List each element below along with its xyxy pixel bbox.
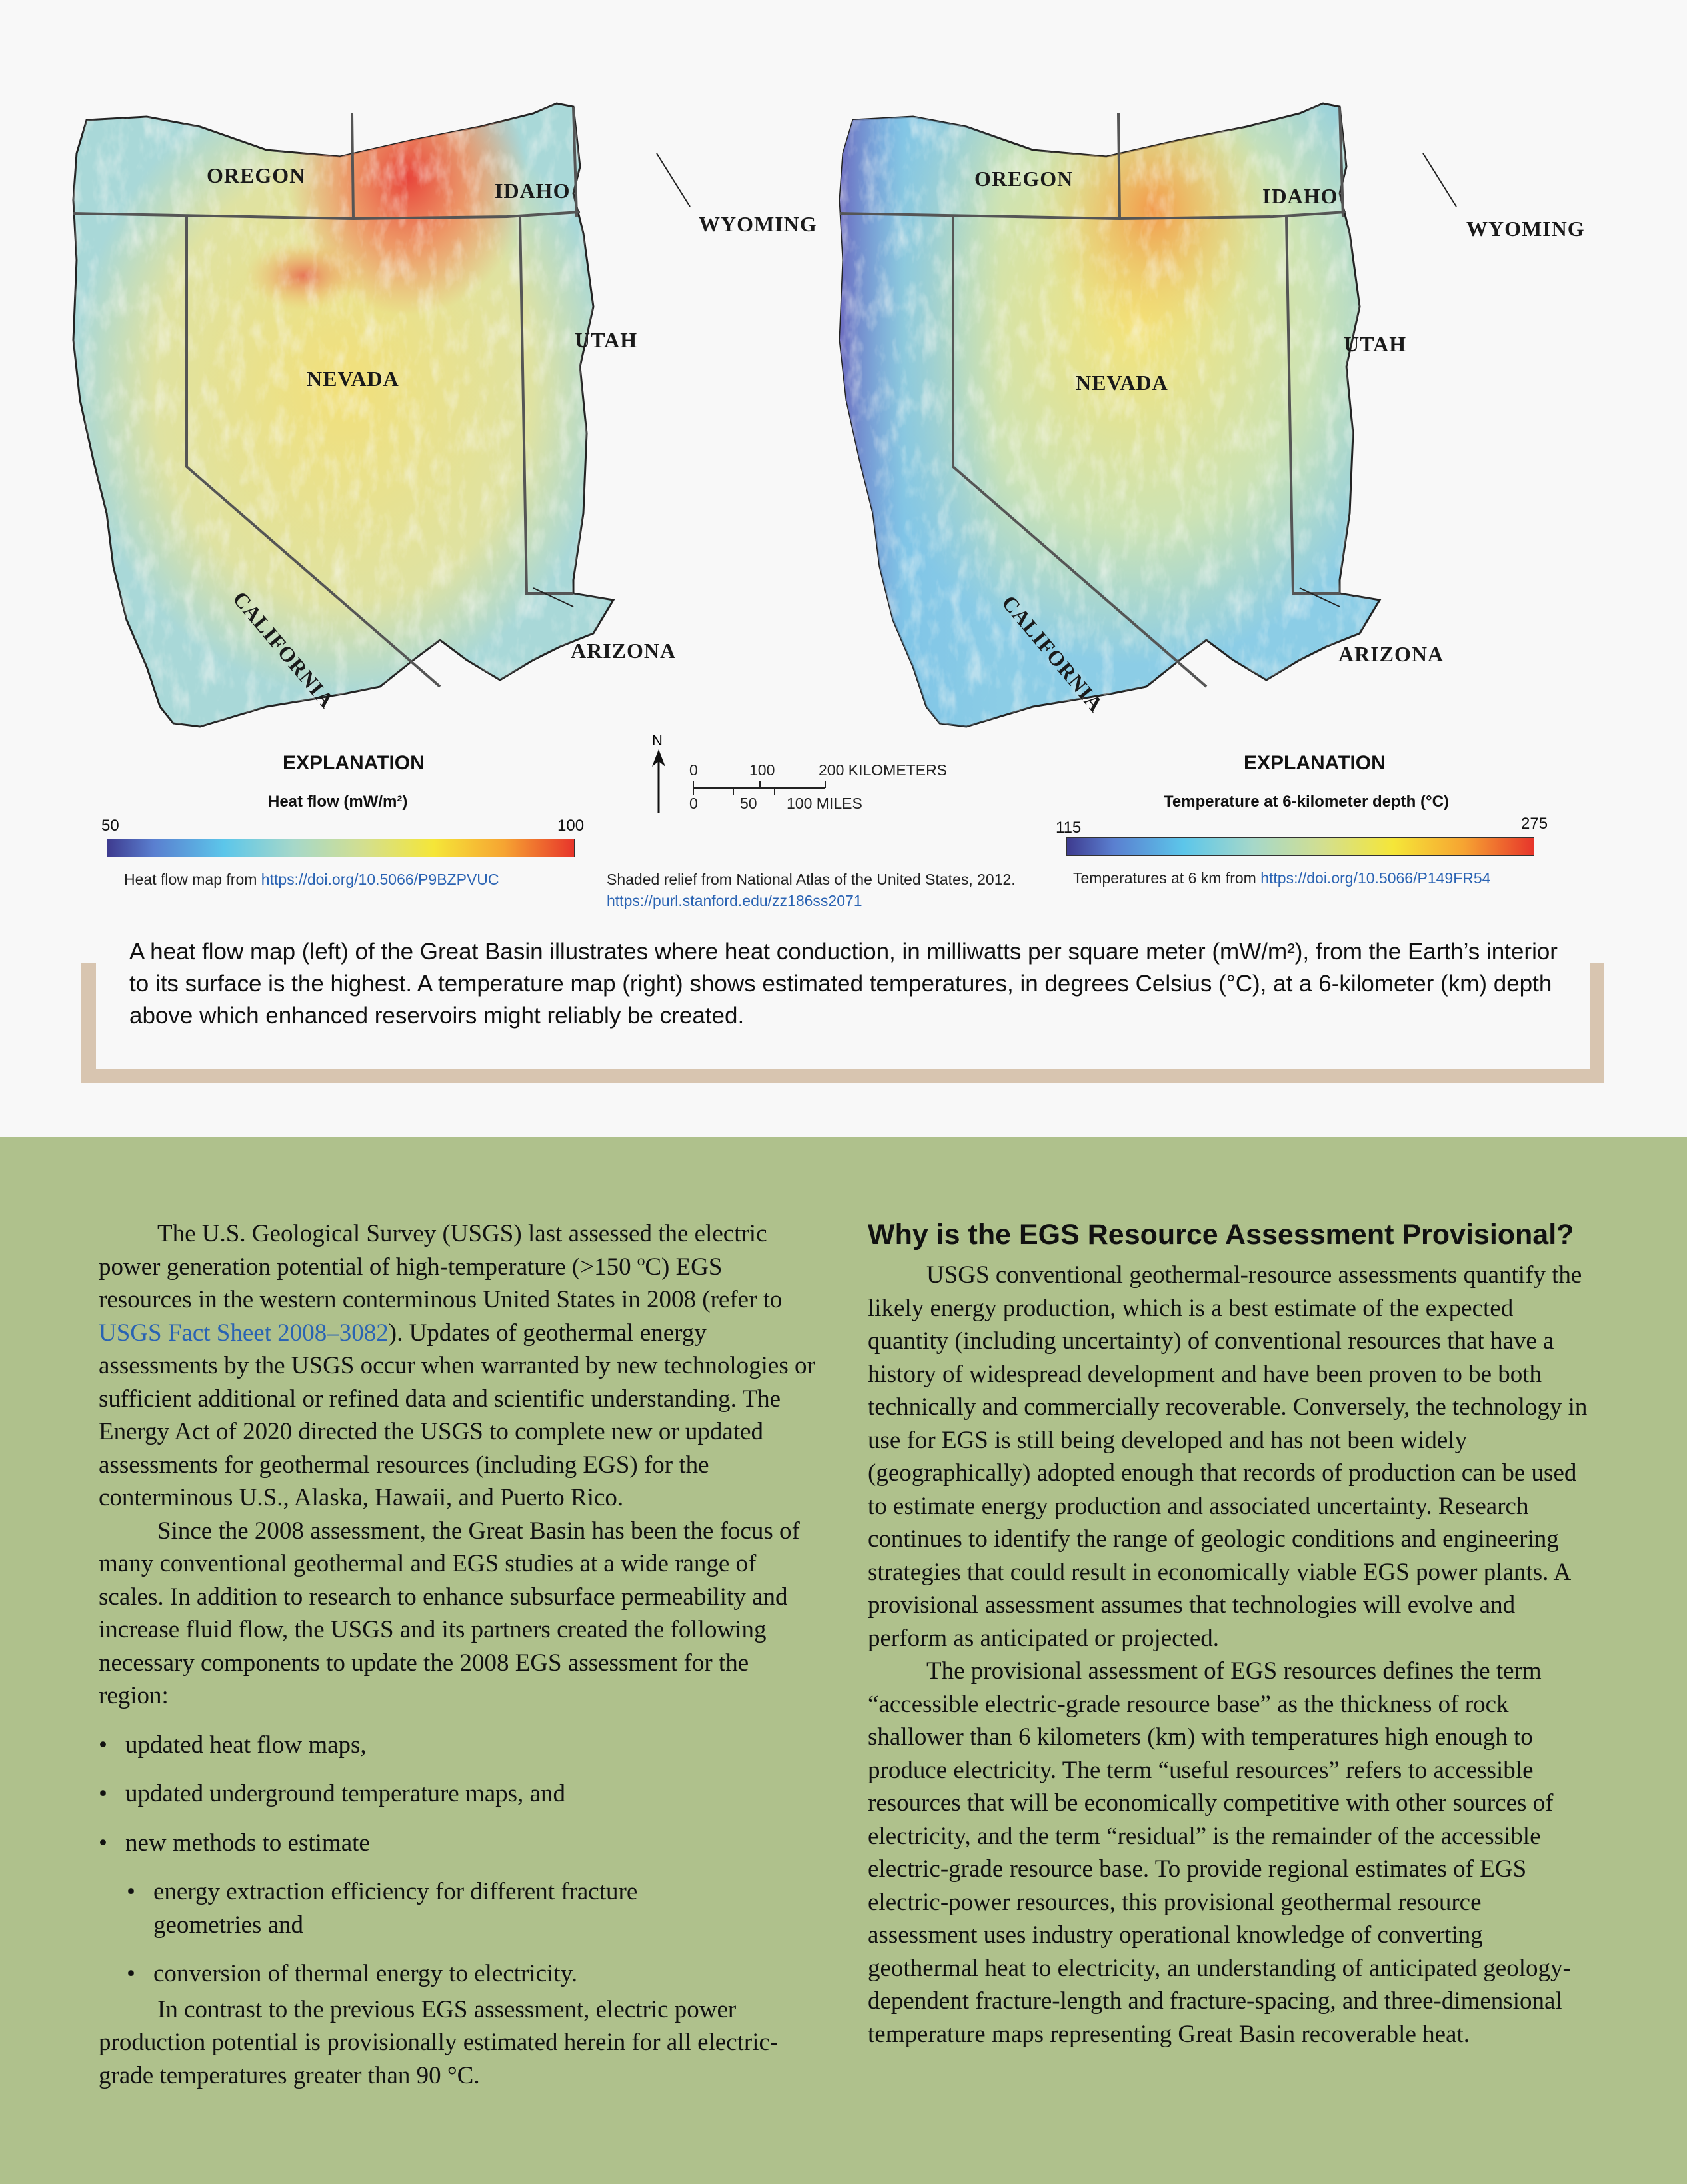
label-california: CALIFORNIA	[228, 587, 339, 713]
right-legend-title: Temperature at 6-kilometer depth (°C)	[1164, 793, 1449, 811]
label-arizona: ARIZONA	[571, 639, 677, 663]
scale-km-0: 0	[689, 761, 698, 779]
list-item: • new methods to estimate	[99, 1829, 370, 1857]
scale-mi-0: 0	[689, 795, 698, 812]
left-legend-min: 50	[101, 817, 119, 835]
label-arizona-right: ARIZONA	[1338, 642, 1444, 666]
figure-caption: A heat flow map (left) of the Great Basin illustrates where heat conduction, in milliwatts per square meter (mW/m²), from the Earth’s interior to its surface is the highest. A temperature map (right) shows estimated temperatures, in degrees Celsius (°C), at a 6-kilometer (km) depth above which enhanced reservoirs might reliably be created.	[125, 936, 1566, 1032]
left-explanation-title: EXPLANATION	[283, 752, 425, 774]
section-heading: Why is the EGS Resource Assessment Provisional?	[868, 1219, 1574, 1251]
relief-source: Shaded relief from National Atlas of the United States, 2012.	[607, 871, 1016, 888]
left-legend-max: 100	[557, 817, 585, 835]
label-utah-right: UTAH	[1344, 332, 1407, 356]
label-oregon-right: OREGON	[974, 167, 1074, 191]
label-idaho: IDAHO	[495, 179, 571, 203]
label-nevada: NEVADA	[307, 367, 399, 391]
list-item: • updated heat flow maps,	[99, 1731, 367, 1759]
right-column	[868, 1217, 1594, 2051]
right-legend-min: 115	[1056, 819, 1082, 837]
left-paragraph-2: Since the 2008 assessment, the Great Basin has been the focus of many conventional geothermal and EGS studies at a wide range of scales. In addition to research to enhance subsurface permeability and increase fluid flow, the USGS and its partners created the following necessary components to update the 2008 EGS assessment for the region:	[99, 1517, 800, 1709]
left-source: Heat flow map from https://doi.org/10.5066/P9BZPVUC	[124, 871, 499, 888]
scale-mi-100: 100 MILES	[787, 795, 862, 812]
scale-km-200: 200 KILOMETERS	[819, 761, 948, 779]
scale-bar	[692, 780, 839, 796]
temperature-color-ramp	[1066, 837, 1534, 856]
label-utah: UTAH	[575, 328, 638, 352]
left-paragraph-3: In contrast to the previous EGS assessment, electric power production potential is provisionally estimated herein for all electric-grade temperatures greater than 90 °C.	[99, 1995, 779, 2089]
fact-sheet-link[interactable]: USGS Fact Sheet 2008–3082	[99, 1319, 389, 1347]
label-idaho-right: IDAHO	[1262, 184, 1338, 208]
right-source: Temperatures at 6 km from https://doi.org/10.5066/P149FR54	[1073, 869, 1491, 887]
right-paragraph-2: The provisional assessment of EGS resources defines the term “accessible electric-grade resource base” as the thickness of rock shallower than 6 kilometers (km) with temperatures high enough to produce electricity. The term “useful resources” refers to accessible resources that will be economically competitive with other sources of electricity, and the term “residual” is the remainder of the accessible electric-grade resource base. To provide regional estimates of EGS electric-power resources, this provisional geothermal resource assessment uses industry operational knowledge of converting geothermal heat to electricity, an understanding of anticipated geology-dependent fracture-length and fracture-spacing, and three-dimensional temperature maps representing Great Basin recoverable heat.	[868, 1657, 1571, 2048]
heat-flow-color-ramp	[107, 839, 575, 857]
label-california-right: CALIFORNIA	[997, 591, 1108, 717]
sub-list-item: • energy extraction efficiency for different fracture geometries and	[127, 1878, 638, 1939]
right-explanation-title: EXPLANATION	[1244, 752, 1386, 774]
label-wyoming: WYOMING	[699, 212, 817, 236]
right-legend-max: 275	[1521, 815, 1548, 833]
north-arrow-icon	[649, 748, 668, 815]
relief-link[interactable]: https://purl.stanford.edu/zz186ss2071	[607, 892, 862, 909]
left-column	[99, 1217, 819, 2092]
sub-list-item: • conversion of thermal energy to electricity.	[127, 1960, 577, 1987]
scale-mi-50: 50	[740, 795, 757, 812]
left-paragraph-1: The U.S. Geological Survey (USGS) last assessed the electric power generation potential of high-temperature (>150 ºC) EGS resources in the western conterminous United States in 2008 (refer to USGS Fact Sheet 2008–3082). Updates of geothermal energy assessments by the USGS occur when warranted by new technologies or sufficient additional or refined data and scientific understanding. The Energy Act of 2020 directed the USGS to complete new or updated assessments for geothermal resources (including EGS) for the conterminous U.S., Alaska, Hawaii, and Puerto Rico.	[99, 1220, 815, 1511]
temperature-doi-link[interactable]: https://doi.org/10.5066/P149FR54	[1260, 869, 1491, 887]
label-nevada-right: NEVADA	[1076, 371, 1168, 395]
right-paragraph-1: USGS conventional geothermal-resource assessments quantify the likely energy production, which is a best estimate of the expected quantity (including uncertainty) of conventional resources that have a history of widespread development and have been proven to be both technically and commercially recoverable. Conversely, the technology in use for EGS is still being developed and has not been widely (geographically) adopted enough that records of production can be used to estimate energy production and associated uncertainty. Research continues to identify the range of geologic conditions and engineering strategies that could result in economically viable EGS power plants. A provisional assessment assumes that technologies will evolve and perform as anticipated or projected.	[868, 1261, 1588, 1652]
left-legend-title: Heat flow (mW/m²)	[268, 793, 408, 811]
label-wyoming-right: WYOMING	[1466, 217, 1585, 241]
heat-flow-doi-link[interactable]: https://doi.org/10.5066/P9BZPVUC	[261, 871, 499, 888]
list-item: • updated underground temperature maps, and	[99, 1780, 565, 1807]
label-oregon: OREGON	[207, 163, 306, 187]
north-label: N	[652, 732, 663, 749]
scale-km-100: 100	[749, 761, 775, 779]
